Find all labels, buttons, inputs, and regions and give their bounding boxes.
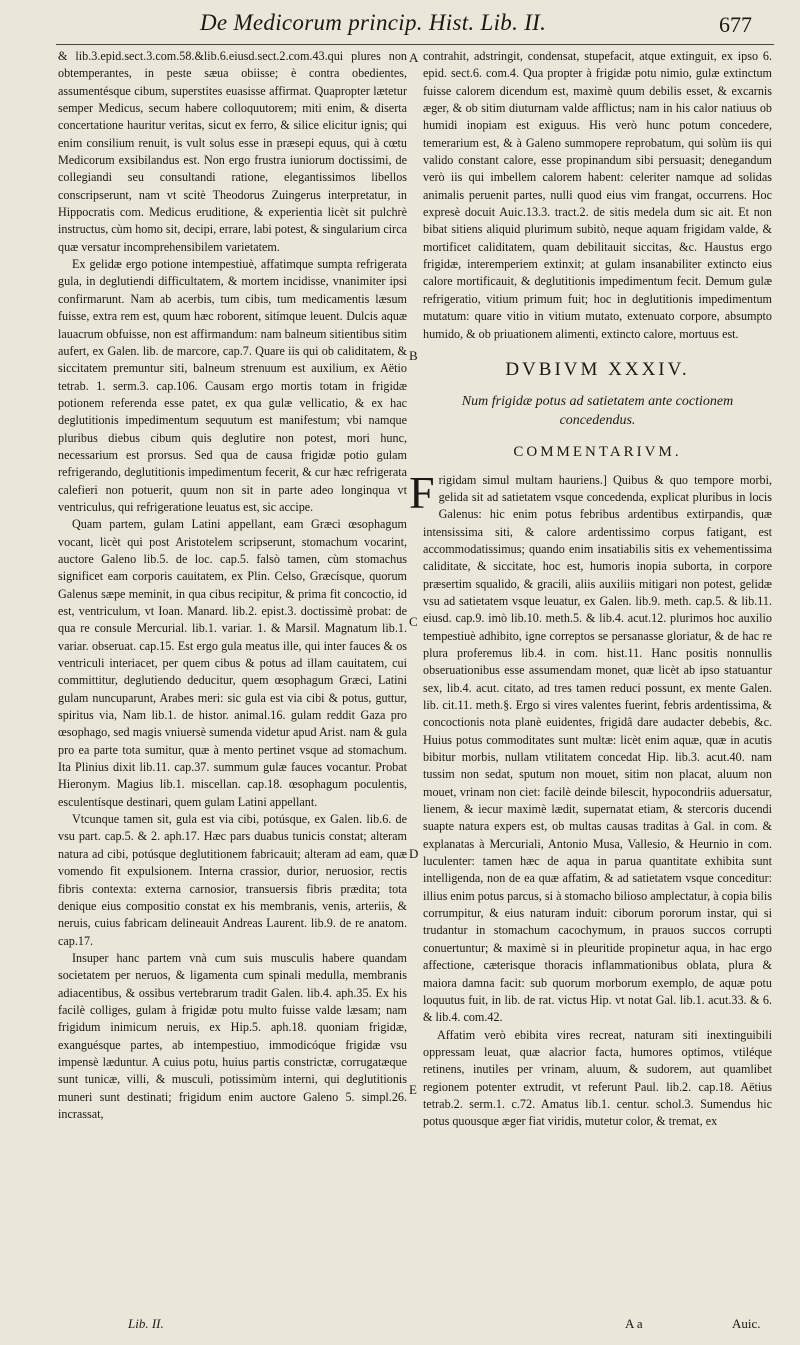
left-column xyxy=(58,48,407,1123)
section-subheading: Num frigidæ potus ad satietatem ante coctionem concedendus. xyxy=(461,394,734,429)
drop-cap: F xyxy=(409,466,435,518)
margin-letter: E xyxy=(409,1082,417,1097)
paragraph: contrahit, adstringit, condensat, stupefacit, atque extinguit, ex ipso 6. epid. sect.6. com.4. Qua propter à frigidæ potu nimio, gulæ extinctum fuisse calorem dicendum est, maximè quum debilis esset, & excarnis æger, & ob sitim diuturnam valde afflictus; nam in his calor natiuus ob humidi inopiam est exiguus. His verò hunc potum concedere, temerarium est, & à Galeno summopere reprobatum, qui solùm iis qui valido constant calore, esse propinandum sibi persuasit; denegandum verò iis qui imbellem calorem habent: celeriter namque ad solidas animalis peruenit partes, nulli quod eius vim frangat, occurrens. Hoc expresè docuit Auic.13.3. tract.2. de sitis medela dum sic ait. Et non bibat sitiens aliquid plurimum subitò, neque aquam frigidam valde, & mortificet caliditatem, quam debilitauit siccitas, &c. Haustus ergo frigidæ, interemperiem extinxit; at gulam insanabiliter extincto eius calore mortificauit, & deglutitionis impedimentum fecit. Demum gulæ refrigeratio, vitium primum fuit; hoc in deglutitionis impedimentum mutatum: quare vitio in vitium mutato, extenuato corpore, absumpto humido, & ob priuationem alimenti, extincto calore, mortuus est. xyxy=(423,49,772,341)
page-header xyxy=(0,0,800,44)
margin-letter: C xyxy=(409,614,418,629)
page-footer xyxy=(0,1316,800,1340)
margin-letter: B xyxy=(409,348,418,363)
catchword: Auic. xyxy=(732,1316,761,1331)
paragraph: Quam partem, gulam Latini appellant, eam Græci œsophagum vocant, licèt qui post Aristotelem scripserunt, stomachum vocarint, auctore Galeno lib.5. de loc. cap.5. falsò tamen, cùm stomachus significet eam corporis cauitatem, ex Plin. Celso, Græcísque, quorum Galenus sæpe meminit, in qua cibus recipitur, & prima fit concoctio, id est, ventriculum, vt Ioan. Manard. lib.2. epist.3. doctissimè probat: de qua re consule Mercurial. lib.1. variar. 1. & Marsil. Magnatum lib.1. variar. obseruat. cap.15. Est ergo gula meatus ille, qui inter fauces & os ventriculi interiacet, per quem cibus & potus ad illam cauitatem, cui committitur, deglutiendo deducitur, quem œsophagum Græci, Latini gulam nuncuparunt, Arabes meri: sic gula est via cibi & potus, guttur, spiritus via, Nam lib.1. de histor. animal.16. gulam reddit Gaza pro œsophago, sed magis vniuersè sumenda videtur apud Arist. nam & gula pro ea parte tota sumitur, quæ à mento pertinet vsque ad stomachum. Ita Plinius dixit lib.11. cap.37. summum gulæ fauces vocantur. Probat Hieronym. Magius lib.1. miscellan. cap.18. œsophagum poculentis, esculentísque destinari, quem gulam Latini appellant. xyxy=(58,517,407,809)
footer-book-label: Lib. II. xyxy=(128,1316,164,1331)
paragraph: & lib.3.epid.sect.3.com.58.&lib.6.eiusd.sect.2.com.43.qui plures non obtemperantes, in peste sæua obiisse; è contra obedientes, assumentésque cibum, superstites euasisse affirmat. Quapropter lætetur semper Medicus, secum habere colloquutorem; miti enim, & diserta concertatione hauritur veritas, sicut ex ferro, & silice elicitur ignis; qui enim consilium renuit, is vult solus esse in præsepi equus, qui à cœtu Medicorum exsibilandus est. Non ergo frustra iuniorum doctissimi, de collegiandi seu consultandi ratione, elegantissimos libellos conscripserunt, nam vt scitè Theodorus Zuingerus interpretatur, in Hippocratis com. Medicus eruditione, & experientia licèt sit pulchrè instructus, cùm homo sit, decipi, errare, labi potest, & singularium circa quæ versatur incomprehensibilem varietatem. xyxy=(58,49,407,254)
paragraph: Affatim verò ebibita vires recreat, naturam siti inextinguibili oppressam leuat, quæ alacrior facta, humores optimos, vtiléque retinens, inutiles per vrinam, aluum, & sudorem, aut quamlibet regionem potenter extrudit, vt referunt Paul. lib.2. cap.18. Aëtius tetrab.2. serm.1. c.72. Amatus lib.1. centur. schol.3. Sumendus hic potus quousque æger fiat viridis, mutetur color, & tremat, ex xyxy=(423,1027,772,1129)
commentary-heading: COMMENTARIVM. xyxy=(513,444,682,461)
right-column xyxy=(409,48,772,1131)
paragraph: Vtcunque tamen sit, gula est via cibi, potúsque, ex Galen. lib.6. de vsu part. cap.5. & 2. aph.17. Hæc pars duabus tunicis constat; alteram natura ad cibi, potúsque deglutitionem fabricauit; alteram ad eam, quæ vomendo fit expulsionem. Interna crassior, durior, neruosior, rectis fibris contexta: externa carnosior, transuersis fibris prædita; tota denique eius compositio constat ex his membranis, venis, arteriis, & neruis, cuius fabricam delineauit Andreas Laurent. lib.9. de re anatom. cap.17. xyxy=(58,812,407,948)
page-number: 677 xyxy=(719,12,752,37)
paragraph: Ex gelidæ ergo potione intempestiuè, affatimque sumpta refrigerata gula, in deglutiendi difficultatem, & mortem incidisse, vnanimiter ipsi confirmarunt. Nam ab acerbis, tum cibis, tum medicamentis læsum fuisse, extra rem est, quum hæc roborent, sitímque leuent. Dulcis aquæ lauacrum obfuisse, non est affirmandum: nam balneum sitientibus sitim aufert, ex Galen. lib. de marcore, cap.7. Quare iis qui ob caliditatem, & siccitatem premuntur siti, balneum strenuum est auxilium, ex Aëtio tetrab. 1. serm.3. cap.106. Causam ergo mortis totam in frigidæ potionem referenda esse patet, ex qua gulæ vellicatio, & ex hac deglutitionis impedimentum sequutum est manifestum; vbi namque pluribus diebus cibum quis deglutire non potest, mori hunc, necessarium est prorsus. Sed qua de causa frigidæ potio gulam refrigerando, deglutitionis impedimentum fecerit, & cur hæc refrigerata calefieri non potuerit, quum non sit in parte adeo longinqua vt ventriculus, qui refrigeratione leuatus est, sic accipe. xyxy=(58,257,407,514)
margin-letter: D xyxy=(409,846,419,861)
section-heading: DVBIVM XXXIV. xyxy=(505,358,690,380)
paragraph xyxy=(409,466,772,1027)
paragraph-text: rigidam simul multam hauriens.] Quibus & quo tempore morbi, gelida sit ad satietatem vsque concedenda, explicat pluribus in locis Galenus: hic enim potus febribus ardentibus extirpandis, quæ intensissima siti, & calore ardentissimo corpus fatigant, est accommodatissimus; quando enim insatiabilis sitis ex vehementissima caliditate, & siccitate, hoc est, humoris inopia suborta, in corpore præsertim squalido, & gracili, aliis auxiliis mitigari non potest, gelidæ vsu ad satietatem vsque leuatur, ex Galen. lib.9. meth. cap.5. & lib.11. eiusd. cap.9. imò lib.10. meth.5. & lib.4. acut.12. plurimos hoc auxilio tempestiuè adhibito, igne correptos se persanasse gloriatur, & de hac re plura proferemus lib.4. in com. hist.11. Hanc positis nonnullis obseruationibus esse assumendam monet, quæ licèt ab ipso statuantur sex, lib.4. acut. citato, ad tres tamen reduci possunt, ex mente Galen. lib. cit.11. meth.§. Ergo si vires valentes fuerint, febris ardentissima, & concoctionis nota planè euidentes, frigidâ dare audacter debebis, &c. Huius potus commoditates sunt multæ: licèt enim aquæ, quæ in acutis bibitur morbis, nullam vtilitatem concedat Hip. lib.3. acut.40. nam tussim non sedat, sputum non mouet, sitim non placat, aluum non mouet, vrinam non ciet: facilè deinde bilescit, hypocondriis aduersatur, lienem, & iecur maximè lædit, supernatat etiam, & stercoris ducendi suapte natura expers est, ob multas causas traditas à Gal. in com. & explanatas à Mercuriali, Antonio Musa, Vallesio, & Heurnio in com. luculenter: tamen hæc de aqua in parua quantitate exhibita sunt intelligenda, non de ea quæ affatim, & ad satietatem vsque conceditur: illius enim potus parcus, si à stomacho bilioso amplectatur, à copia bilis corrumpitur, & eius naturam induit: ciborum pororum instar, qui si trudantur in stomachum cacochymum, in prauos succos corrupti conuertuntur; & maximè si in pleuritide propinetur aqua, in hac ergo affectione, cæterisque thoracis inflammationibus oblata, plura & maiora damna facit: sub quorum morborum exemplo, de aquæ potu loquutus fuit, in lib. de rat. victus Hip. vt notat Gal. lib.1. acut.33. & 6. & lib.4. com.42. xyxy=(423,472,772,1025)
margin-letter: A xyxy=(409,50,419,65)
running-title: De Medicorum princip. Hist. Lib. II. xyxy=(200,10,547,35)
signature-mark: A a xyxy=(625,1316,643,1331)
paragraph: Insuper hanc partem vnà cum suis musculis habere quandam societatem per neruos, & ligamenta cum spinali medulla, membranis adiacentibus, & ossibus vertebrarum tradit Galen. lib.4. aph.35. Ex his facilè colliges, gulam à frigidæ potu multo fuisse valde læsam; nam frigidum inimicum neruis, ex Hip.5. aph.18. quoniam frigidæ, exanguésque partes, ab intempestiuo, immodicóque frigidæ vsu impensè læduntur. A cuius potu, huius partis constrictæ, corrugatæque sunt tunicæ, villi, & musculi, potissimùm interni, qui deglutitionis muneri sunt destinati; frigidum enim auctore Galeno 5. simpl.26. incrassat, xyxy=(58,950,407,1121)
header-rule xyxy=(56,44,774,45)
